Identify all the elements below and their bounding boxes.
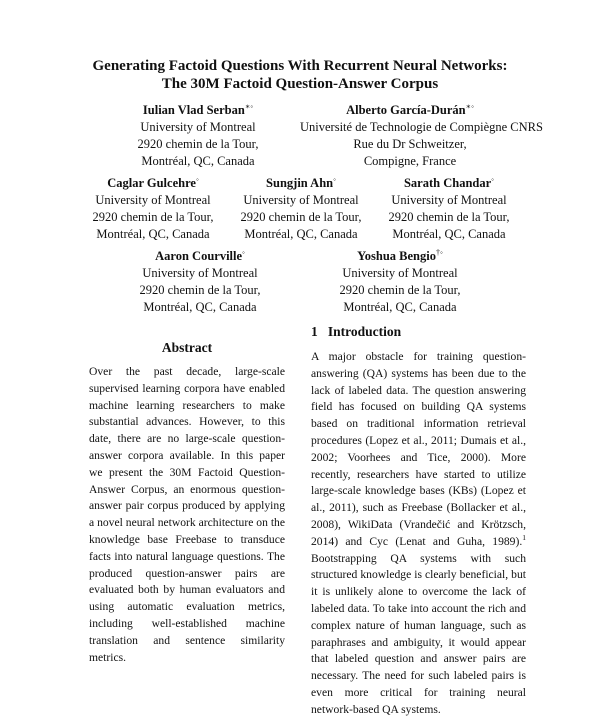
abstract-heading: Abstract: [161, 340, 213, 355]
author-name: Yoshua Bengio: [357, 249, 436, 263]
author-address: 2920 chemin de la Tour,: [240, 210, 362, 224]
section-number: 1: [311, 324, 318, 339]
author-marks: †◦: [436, 247, 443, 257]
author-block-chandar: [375, 175, 523, 243]
author-marks: ◦: [333, 174, 336, 184]
author-name: Caglar Gulcehre: [107, 176, 196, 190]
author-name: Iulian Vlad Serban: [142, 103, 245, 117]
abstract-text: Over the past decade, large-scale supervised learning corpora have enabled machine learning researchers to make substantial advances. However, to this date, there are no large-scale question-answer corpora available. In this paper we present the 30M Factoid Question-Answer Corpus, an enormous question-answer pair corpus produced by applying a novel neural network architecture on the knowledge base Freebase to transduce facts into natural language questions. The produced question-answer pairs are evaluated both by human evaluators and using automatic evaluation metrics, including well-established machine translation and sentence similarity metrics.: [89, 365, 285, 664]
intro-text-part-2: Bootstrapping QA systems with such structured knowledge is clearly beneficial, but it is unlikely alone to overcome the lack of labeled data. To take into account the rich and complex nature of human language, such as paraphrases and ambiguity, it would appear that labeled question and answer pairs are necessary. The need for such labeled pairs is even more critical for training neural network-based QA systems.: [311, 551, 526, 716]
title-line-1: Generating Factoid Questions With Recurrent Neural Networks:: [92, 58, 508, 74]
author-block-courville: [122, 248, 278, 316]
intro-text-part-1: A major obstacle for training question-answering (QA) systems has been due to the lack of labeled data. The question answering field has focused on building QA systems based on traditional information retrieval procedures (Lopez et al., 2011; Dumais et al., 2002; Voorhees and Tice, 2000). More recently, researchers have started to utilize large-scale knowledge bases (KBs) (Lopez et al., 2011), such as Freebase (Bollacker et al., 2008), WikiData (Vrandečić and Krötzsch, 2014) and Cyc (Lenat and Guha, 1989).: [311, 350, 526, 548]
author-marks: ∗◦: [465, 101, 474, 111]
author-marks: ∗◦: [244, 101, 254, 111]
author-affiliation: University of Montreal: [243, 193, 359, 207]
author-affiliation: University of Montreal: [391, 193, 507, 207]
author-name: Alberto García-Durán: [346, 103, 466, 117]
author-name: Aaron Courville: [155, 249, 243, 263]
author-city: Montréal, QC, Canada: [96, 227, 210, 241]
author-marks: ◦: [491, 174, 494, 184]
author-address: Rue du Dr Schweitzer,: [353, 137, 467, 151]
author-city: Compigne, France: [363, 154, 457, 168]
footnote-mark[interactable]: 1: [522, 532, 526, 542]
author-name: Sarath Chandar: [403, 176, 492, 190]
author-block-bengio: [322, 248, 478, 316]
author-city: Montréal, QC, Canada: [392, 227, 506, 241]
author-affiliation: University of Montreal: [140, 120, 256, 134]
introduction-text: [311, 349, 526, 719]
author-affiliation: University of Montreal: [95, 193, 211, 207]
author-block-ahn: [228, 175, 374, 243]
author-address: 2920 chemin de la Tour,: [137, 137, 259, 151]
author-address: 2920 chemin de la Tour,: [92, 210, 214, 224]
author-address: 2920 chemin de la Tour,: [339, 283, 461, 297]
section-title: Introduction: [327, 324, 402, 339]
author-block-garcia-duran: [300, 101, 543, 170]
author-city: Montréal, QC, Canada: [343, 300, 457, 314]
author-affiliation: University of Montreal: [142, 266, 258, 280]
author-marks: ◦: [195, 174, 199, 184]
author-block-serban: [120, 102, 276, 170]
section-heading-introduction: [311, 324, 401, 340]
author-affiliation: University of Montreal: [342, 266, 458, 280]
author-city: Montréal, QC, Canada: [244, 227, 358, 241]
author-marks: ◦: [242, 247, 245, 257]
author-address: 2920 chemin de la Tour,: [139, 283, 261, 297]
author-name: Sungjin Ahn: [266, 176, 334, 190]
paper-title: [0, 57, 600, 93]
author-affiliation: Université de Technologie de Compiègne CNRS: [300, 120, 543, 134]
author-city: Montréal, QC, Canada: [141, 154, 255, 168]
author-city: Montréal, QC, Canada: [143, 300, 257, 314]
author-address: 2920 chemin de la Tour,: [388, 210, 510, 224]
author-block-gulcehre: [78, 175, 228, 243]
title-line-2: The 30M Factoid Question-Answer Corpus: [161, 76, 439, 92]
